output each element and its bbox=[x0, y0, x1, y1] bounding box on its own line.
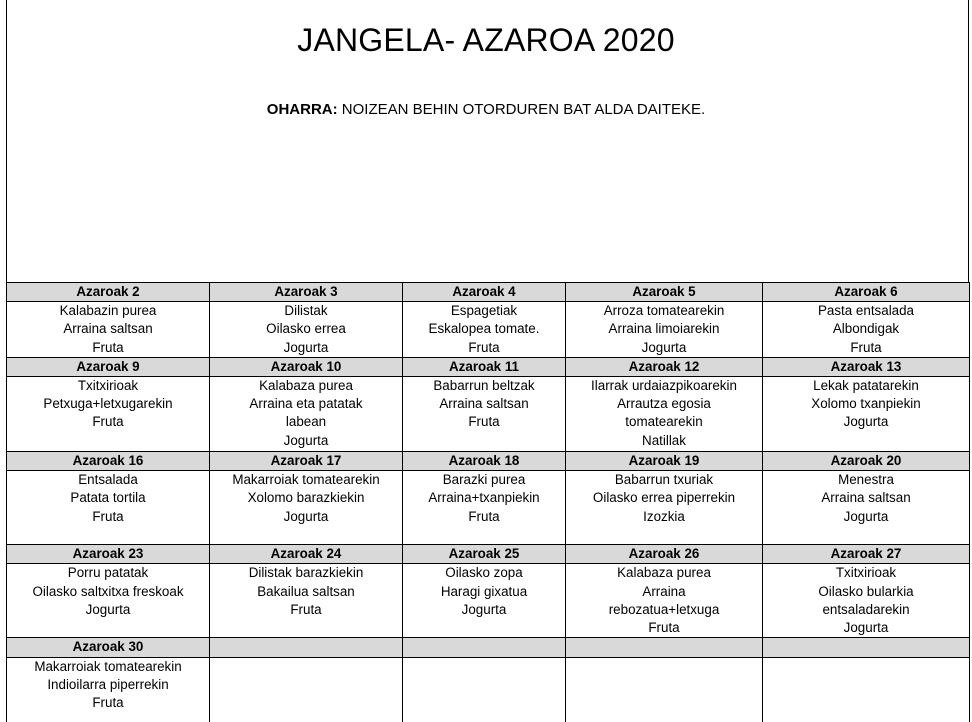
dish: Xolomo barazkiekin bbox=[247, 490, 365, 506]
dish: Lekak patatarekin bbox=[813, 378, 919, 394]
dish: Oilasko zopa bbox=[445, 565, 523, 581]
day-menu-cell bbox=[403, 657, 566, 722]
day-menu-cell bbox=[403, 377, 566, 452]
day-menu-cell bbox=[7, 657, 210, 722]
dish: Babarrun txuriak bbox=[614, 472, 714, 488]
dish: Jogurta bbox=[641, 339, 687, 355]
day-header bbox=[210, 638, 403, 657]
dish: Albondigak bbox=[832, 321, 900, 337]
dish: Haragi gixatua bbox=[440, 583, 528, 599]
dish: Arroza tomatearekin bbox=[603, 303, 725, 319]
dish: Fruta bbox=[290, 601, 322, 617]
day-menu-cell bbox=[566, 657, 763, 722]
dish: tomatearekin bbox=[625, 414, 703, 430]
dish: Arraina limoiarekin bbox=[608, 321, 720, 337]
day-header: Azaroak 3 bbox=[210, 283, 403, 302]
dish: Jogurta bbox=[283, 339, 329, 355]
day-menu-cell bbox=[763, 657, 970, 722]
day-header: Azaroak 13 bbox=[763, 357, 970, 376]
day-header bbox=[763, 638, 970, 657]
dish: Kalabazin purea bbox=[59, 303, 157, 319]
dish: Makarroiak tomatearekin bbox=[232, 472, 380, 488]
dish: Fruta bbox=[92, 508, 124, 524]
dish: Jogurta bbox=[461, 601, 507, 617]
dish: Kalabaza purea bbox=[259, 378, 353, 394]
day-menu-cell bbox=[403, 471, 566, 545]
day-header: Azaroak 25 bbox=[403, 545, 566, 564]
header-row bbox=[7, 638, 970, 657]
dish: Natillak bbox=[642, 432, 686, 448]
day-menu-cell bbox=[7, 471, 210, 545]
dish: Xolomo txanpiekin bbox=[811, 396, 921, 412]
day-menu-cell bbox=[210, 377, 403, 452]
day-header bbox=[566, 638, 763, 657]
dish: Menestra bbox=[838, 472, 894, 488]
header-row bbox=[7, 545, 970, 564]
dish: Fruta bbox=[92, 695, 124, 711]
dish: Jogurta bbox=[283, 432, 329, 448]
menu-row bbox=[7, 657, 970, 722]
dish: Ilarrak urdaiazpikoarekin bbox=[591, 378, 737, 394]
day-menu-cell bbox=[210, 657, 403, 722]
day-header: Azaroak 2 bbox=[7, 283, 210, 302]
dish: Makarroiak tomatearekin bbox=[34, 658, 182, 674]
day-header: Azaroak 12 bbox=[566, 357, 763, 376]
day-header: Azaroak 11 bbox=[403, 357, 566, 376]
day-header: Azaroak 23 bbox=[7, 545, 210, 564]
note-label: OHARRA: bbox=[266, 101, 338, 118]
dish: Jogurta bbox=[843, 620, 889, 636]
day-menu-cell bbox=[763, 471, 970, 545]
day-header: Azaroak 17 bbox=[210, 452, 403, 471]
dish: Arraina saltsan bbox=[439, 396, 529, 412]
day-menu-cell bbox=[403, 302, 566, 358]
dish: Izozkia bbox=[643, 508, 685, 524]
dish: Oilasko errea bbox=[266, 321, 346, 337]
dish: Fruta bbox=[468, 508, 500, 524]
dish: Oilasko saltxitxa freskoak bbox=[32, 583, 184, 599]
header-row bbox=[7, 357, 970, 376]
dish: Fruta bbox=[850, 339, 882, 355]
dish: Dilistak barazkiekin bbox=[248, 565, 364, 581]
dish: Fruta bbox=[92, 339, 124, 355]
day-header: Azaroak 24 bbox=[210, 545, 403, 564]
day-header: Azaroak 26 bbox=[566, 545, 763, 564]
day-header: Azaroak 18 bbox=[403, 452, 566, 471]
day-menu-cell bbox=[210, 471, 403, 545]
day-header: Azaroak 20 bbox=[763, 452, 970, 471]
note-text: NOIZEAN BEHIN OTORDUREN BAT ALDA DAITEKE. bbox=[337, 101, 706, 118]
dish: rebozatua+letxuga bbox=[608, 601, 720, 617]
day-menu-cell bbox=[7, 564, 210, 638]
dish: Kalabaza purea bbox=[617, 565, 711, 581]
dish: Arraina saltsan bbox=[63, 321, 153, 337]
dish: Fruta bbox=[648, 620, 680, 636]
menu-row bbox=[7, 471, 970, 545]
dish: Fruta bbox=[468, 339, 500, 355]
day-menu-cell bbox=[566, 471, 763, 545]
day-header: Azaroak 30 bbox=[7, 638, 210, 657]
dish: Arrautza egosia bbox=[617, 396, 711, 412]
header-row bbox=[7, 283, 970, 302]
day-header: Azaroak 6 bbox=[763, 283, 970, 302]
dish: entsaladarekin bbox=[822, 601, 910, 617]
dish: Barazki purea bbox=[442, 472, 526, 488]
dish: labean bbox=[285, 414, 327, 430]
dish: Entsalada bbox=[78, 472, 138, 488]
day-header: Azaroak 19 bbox=[566, 452, 763, 471]
dish: Fruta bbox=[468, 414, 500, 430]
dish: Arraina+txanpiekin bbox=[428, 490, 540, 506]
day-menu-cell bbox=[7, 302, 210, 358]
dish: Eskalopea tomate. bbox=[428, 321, 540, 337]
dish: Arraina eta patatak bbox=[249, 396, 363, 412]
dish: Babarrun beltzak bbox=[433, 378, 535, 394]
menu-row bbox=[7, 302, 970, 358]
dish: Arraina bbox=[642, 583, 686, 599]
day-menu-cell bbox=[210, 564, 403, 638]
dish: Oilasko bularkia bbox=[818, 583, 914, 599]
day-menu-cell bbox=[566, 302, 763, 358]
dish: Jogurta bbox=[85, 601, 131, 617]
day-menu-cell bbox=[566, 377, 763, 452]
day-menu-cell bbox=[7, 377, 210, 452]
menu-row bbox=[7, 564, 970, 638]
dish: Dilistak bbox=[284, 303, 328, 319]
day-header: Azaroak 10 bbox=[210, 357, 403, 376]
day-menu-cell bbox=[566, 564, 763, 638]
day-menu-cell bbox=[210, 302, 403, 358]
day-menu-cell bbox=[403, 564, 566, 638]
menu-table-body bbox=[7, 283, 970, 722]
day-menu-cell bbox=[763, 377, 970, 452]
dish: Espagetiak bbox=[450, 303, 518, 319]
day-header: Azaroak 27 bbox=[763, 545, 970, 564]
dish: Arraina saltsan bbox=[821, 490, 911, 506]
dish: Petxuga+letxugarekin bbox=[43, 396, 173, 412]
day-header: Azaroak 9 bbox=[7, 357, 210, 376]
dish: Bakailua saltsan bbox=[257, 583, 355, 599]
dish: Indioilarra piperrekin bbox=[47, 676, 169, 692]
day-menu-cell bbox=[763, 302, 970, 358]
day-header: Azaroak 16 bbox=[7, 452, 210, 471]
dish: Jogurta bbox=[843, 414, 889, 430]
dish: Oilasko errea piperrekin bbox=[592, 490, 736, 506]
header-row bbox=[7, 452, 970, 471]
day-menu-cell bbox=[763, 564, 970, 638]
dish: Patata tortila bbox=[70, 490, 146, 506]
note-line bbox=[0, 101, 972, 118]
day-header bbox=[403, 638, 566, 657]
dish: Porru patatak bbox=[67, 565, 149, 581]
day-header: Azaroak 5 bbox=[566, 283, 763, 302]
day-header: Azaroak 4 bbox=[403, 283, 566, 302]
dish: Jogurta bbox=[283, 508, 329, 524]
dish: Fruta bbox=[92, 414, 124, 430]
dish: Pasta entsalada bbox=[817, 303, 915, 319]
lunch-menu-table bbox=[6, 282, 970, 722]
dish: Txitxirioak bbox=[77, 378, 139, 394]
page-title: JANGELA- AZAROA 2020 bbox=[297, 22, 675, 58]
dish: Jogurta bbox=[843, 508, 889, 524]
dish: Txitxirioak bbox=[835, 565, 897, 581]
menu-row bbox=[7, 377, 970, 452]
